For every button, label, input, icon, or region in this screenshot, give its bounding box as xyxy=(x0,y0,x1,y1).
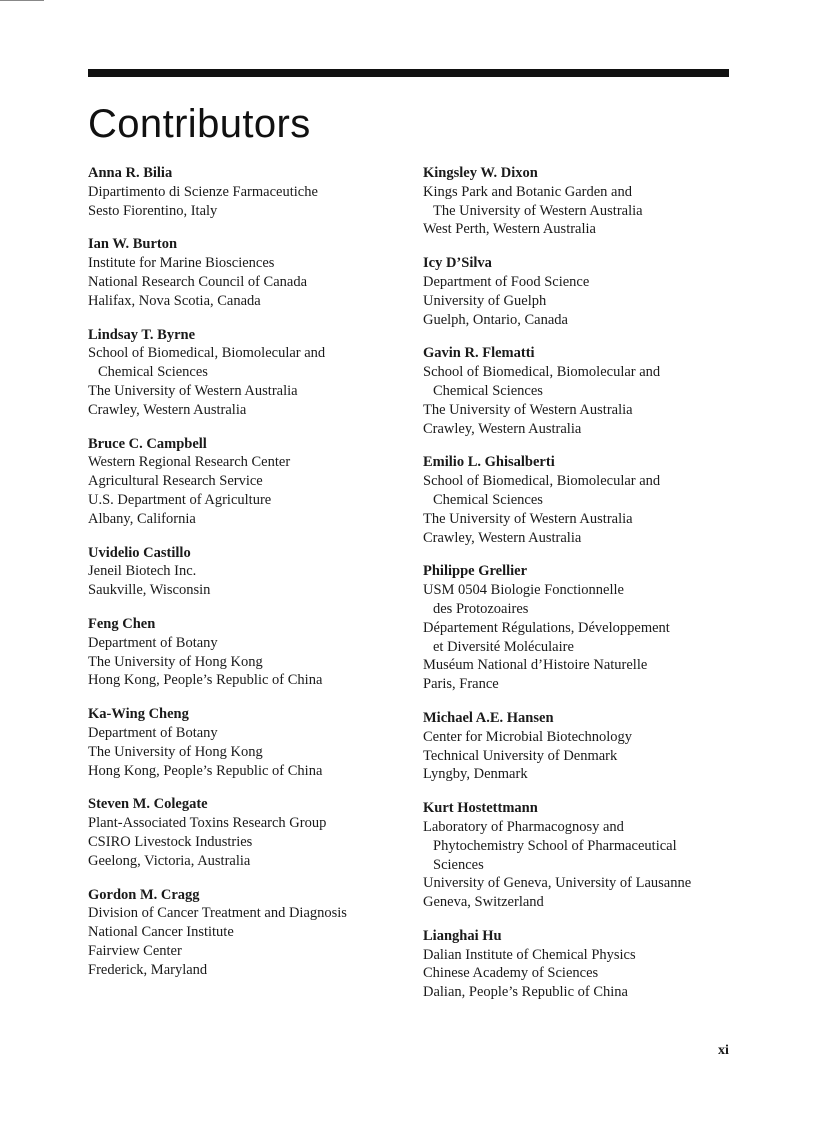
affiliation-line: Laboratory of Pharmacognosy and xyxy=(423,818,624,835)
affiliation-line: Chinese Academy of Sciences xyxy=(423,965,599,982)
affiliation-line: Frederick, Maryland xyxy=(88,961,208,978)
header-rule xyxy=(88,69,729,77)
contributor-entry xyxy=(88,795,408,870)
contributor-name: Steven M. Colegate xyxy=(88,796,208,813)
affiliation-line: Albany, California xyxy=(88,510,196,527)
affiliation-line: The University of Hong Kong xyxy=(88,653,263,670)
contributor-name: Feng Chen xyxy=(88,615,156,632)
affiliation-line: Chemical Sciences xyxy=(433,382,543,399)
affiliation-line: Center for Microbial Biotechnology xyxy=(423,728,632,745)
contributors-column-left xyxy=(88,164,408,994)
contributor-entry xyxy=(423,927,733,1002)
contributor-name: Lindsay T. Byrne xyxy=(88,326,196,343)
affiliation-line: Technical University of Denmark xyxy=(423,747,618,764)
contributor-name: Gavin R. Flematti xyxy=(423,345,535,362)
affiliation-line: Saukville, Wisconsin xyxy=(88,582,211,599)
contributor-name: Philippe Grellier xyxy=(423,563,528,580)
contributor-entry xyxy=(423,799,733,912)
contributor-name: Uvidelio Castillo xyxy=(88,544,191,561)
affiliation-line: Dipartimento di Scienze Farmaceutiche xyxy=(88,183,318,200)
affiliation-line: Guelph, Ontario, Canada xyxy=(423,311,568,328)
affiliation-line: Geneva, Switzerland xyxy=(423,894,544,911)
contributor-name: Emilio L. Ghisalberti xyxy=(423,454,555,471)
contributor-entry xyxy=(88,164,408,220)
affiliation-line: USM 0504 Biologie Fonctionnelle xyxy=(423,582,624,599)
contributor-entry xyxy=(88,235,408,310)
affiliation-line: Département Régulations, Développement xyxy=(423,619,670,636)
affiliation-line: The University of Western Australia xyxy=(433,202,643,219)
affiliation-line: The University of Hong Kong xyxy=(88,743,263,760)
page-title: Contributors xyxy=(88,102,311,146)
contributor-name: Ka-Wing Cheng xyxy=(88,706,189,723)
affiliation-line: Sciences xyxy=(433,856,484,873)
affiliation-line: Department of Botany xyxy=(88,724,218,741)
contributor-entry xyxy=(423,164,733,239)
affiliation-line: Sesto Fiorentino, Italy xyxy=(88,202,218,219)
affiliation-line: Hong Kong, People’s Republic of China xyxy=(88,672,323,689)
contributor-entry xyxy=(423,344,733,438)
contributor-name: Kingsley W. Dixon xyxy=(423,165,538,181)
affiliation-line: The University of Western Australia xyxy=(88,382,298,399)
affiliation-line: CSIRO Livestock Industries xyxy=(88,833,253,850)
affiliation-line: Paris, France xyxy=(423,676,499,693)
affiliation-line: Chemical Sciences xyxy=(98,364,208,381)
affiliation-line: Dalian Institute of Chemical Physics xyxy=(423,946,636,963)
affiliation-line: Plant-Associated Toxins Research Group xyxy=(88,815,327,832)
contributor-entry xyxy=(88,435,408,529)
contributor-entry xyxy=(88,705,408,780)
affiliation-line: Division of Cancer Treatment and Diagnosis xyxy=(88,905,347,922)
affiliation-line: Crawley, Western Australia xyxy=(423,529,582,546)
affiliation-line: Muséum National d’Histoire Naturelle xyxy=(423,657,648,674)
contributor-entry xyxy=(88,615,408,690)
contributor-name: Gordon M. Cragg xyxy=(88,886,200,903)
contributor-entry xyxy=(423,254,733,329)
contributor-entry xyxy=(88,544,408,600)
affiliation-line: School of Biomedical, Biomolecular and xyxy=(88,345,326,362)
contributor-entry xyxy=(88,886,408,980)
affiliation-line: U.S. Department of Agriculture xyxy=(88,491,272,508)
affiliation-line: des Protozoaires xyxy=(433,600,529,617)
affiliation-line: Geelong, Victoria, Australia xyxy=(88,852,251,869)
affiliation-line: Western Regional Research Center xyxy=(88,454,291,471)
affiliation-line: Crawley, Western Australia xyxy=(88,401,247,418)
affiliation-line: Chemical Sciences xyxy=(433,491,543,508)
affiliation-line: School of Biomedical, Biomolecular and xyxy=(423,364,661,381)
contributor-name: Lianghai Hu xyxy=(423,927,502,944)
affiliation-line: The University of Western Australia xyxy=(423,401,633,418)
affiliation-line: West Perth, Western Australia xyxy=(423,221,596,238)
affiliation-line: Fairview Center xyxy=(88,942,182,959)
contributor-name: Anna R. Bilia xyxy=(88,165,173,181)
affiliation-line: Jeneil Biotech Inc. xyxy=(88,563,197,580)
contributor-entry xyxy=(423,453,733,547)
contributor-entry xyxy=(88,326,408,420)
affiliation-line: University of Guelph xyxy=(423,292,547,309)
affiliation-line: Department of Botany xyxy=(88,634,218,651)
affiliation-line: Agricultural Research Service xyxy=(88,473,263,490)
affiliation-line: Halifax, Nova Scotia, Canada xyxy=(88,292,261,309)
contributor-name: Icy D’Silva xyxy=(423,255,492,272)
contributor-entry xyxy=(423,562,733,694)
page-number: xi xyxy=(718,1043,729,1058)
affiliation-line: Hong Kong, People’s Republic of China xyxy=(88,762,323,779)
contributor-name: Michael A.E. Hansen xyxy=(423,709,554,726)
affiliation-line: The University of Western Australia xyxy=(423,510,633,527)
contributor-name: Bruce C. Campbell xyxy=(88,435,207,452)
affiliation-line: National Research Council of Canada xyxy=(88,273,308,290)
affiliation-line: Institute for Marine Biosciences xyxy=(88,255,275,272)
affiliation-line: National Cancer Institute xyxy=(88,924,234,941)
corner-crop-mark xyxy=(0,0,44,1)
contributor-name: Ian W. Burton xyxy=(88,236,178,253)
affiliation-line: Crawley, Western Australia xyxy=(423,420,582,437)
affiliation-line: Phytochemistry School of Pharmaceutical xyxy=(433,837,677,854)
affiliation-line: School of Biomedical, Biomolecular and xyxy=(423,473,661,490)
contributors-column-right xyxy=(423,164,733,1017)
contributor-name: Kurt Hostettmann xyxy=(423,800,538,817)
affiliation-line: Lyngby, Denmark xyxy=(423,766,528,783)
affiliation-line: Dalian, People’s Republic of China xyxy=(423,984,628,1001)
affiliation-line: University of Geneva, University of Lausanne xyxy=(423,875,692,892)
contributor-entry xyxy=(423,709,733,784)
affiliation-line: Kings Park and Botanic Garden and xyxy=(423,183,632,200)
affiliation-line: et Diversité Moléculaire xyxy=(433,638,574,655)
affiliation-line: Department of Food Science xyxy=(423,273,590,290)
